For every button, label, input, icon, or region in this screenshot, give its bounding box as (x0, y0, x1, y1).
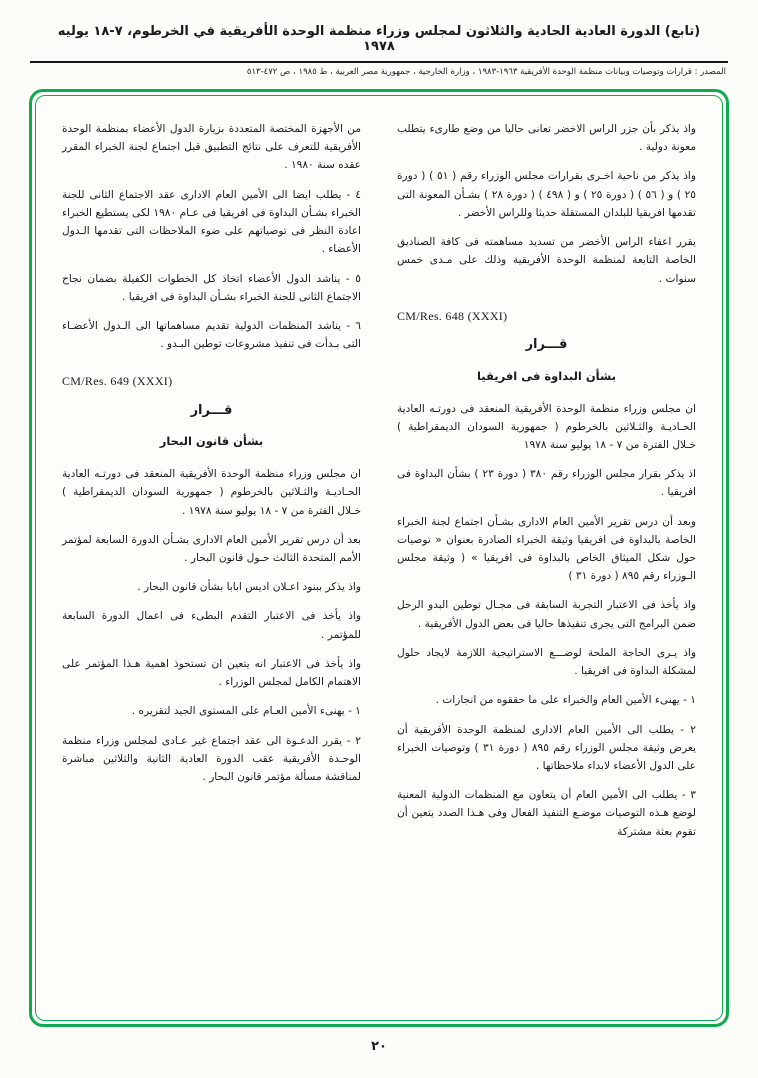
paragraph: واذ يذكر ببنود اعـلان اديس ابابا بشأن قانون البحار . (137, 581, 361, 594)
green-frame (29, 89, 729, 1027)
source-line: المصدر : قرارات وتوصيات وبيانات منظمة الوحدة الأفريقية ١٩٦٣-١٩٨٣ ، وزارة الخارجية ، جمهورية مصر العربية ، ط ١٩٨٥ ، ص ٤٧٢-٥١٣ (246, 67, 726, 77)
header-divider (30, 61, 728, 63)
content-columns (62, 120, 696, 1006)
paragraph: يقرر اعفاء الراس الأخضر من تسديد مساهمته فى كافة الصناديق الخاصة التابعة لمنظمة الوحدة الأفريقية وذلك على مـدى خمس سنوات . (397, 236, 696, 285)
paragraph: ان مجلس وزراء منظمة الوحدة الأفريقية المنعقد فى دورتـه العادية الحـاديـة والثـلاثين بالخرطوم ( جمهورية السودان الديمقراطية ) خـلال الفترة من ٧ - ١٨ يوليو سنة ١٩٧٨ . (62, 468, 361, 517)
paragraph: ٤ - يطلب ايضا الى الأمين العام الادارى عقد الاجتماع الثانى للجنة الخبراء بشـأن البداوة فى افريقيا فى عـام ١٩٨٠ لكى يستطيع الخبراء اعادة النظر فى توصياتهم على ضوء الملاحظات التى تقدمها الـدول الأعضاء . (62, 188, 361, 256)
paragraph: ٥ - يناشد الدول الأعضاء اتخاذ كل الخطوات الكفيلة بضمان نجاح الاجتماع الثانى للجنة الخبراء بشـأن البداوة فى افريقيا . (62, 272, 361, 303)
resolution-ref: CM/Res. 648 (XXXI) (397, 308, 508, 323)
paragraph: ١ - يهنىء الأمين العـام على المستوى الجيد لتقريره . (131, 705, 361, 718)
paragraph: واذ يذكر من ناحية اخـرى بقرارات مجلس الوزراء رقم ( ٥١ ) ( دورة ٢٥ ) و ( ٥٦ ) ( دورة ٢٥ ) و ( ٤٩٨ ) ( دورة ٢٨ ) بشـأن المعونة التى تقدمها افريقيا للبلدان المستقلة حديثا وللراس الأخضر . (397, 170, 696, 219)
resolution-ref: CM/Res. 649 (XXXI) (62, 374, 173, 389)
paragraph: ٣ - يطلب الى الأمين العام أن يتعاون مع المنظمات الدولية المعنية لوضع هـذه التوصيات موضـع التنفيذ الفعال وفى هـذا الصدد يتعين أن تقوم بعثة مشتركة (397, 789, 696, 838)
decree-subject: بشأن البداوة فى افريقيا (476, 368, 617, 383)
paragraph: ان مجلس وزراء منظمة الوحدة الأفريقية المنعقد فى دورتـه العادية الحـاديـة والثـلاثين بالخرطوم ( جمهورية السودان الديمقراطية ) خـلال الفترة من ٧ - ١٨ يوليو سنة ١٩٧٨ (397, 402, 696, 451)
decree-heading: قـــرار (190, 403, 233, 419)
paragraph: ٢ - يطلب الى الأمين العام الادارى لمنظمة الوحدة الأفريقية أن يعرض وثيقة مجلس الوزراء رقم ٨٩٥ ( دورة ٣١ ) وتوصيات الخبراء على الدول الأعضاء لابداء ملاحظاتها . (397, 723, 696, 772)
paragraph: من الأجهزة المختصة المتعددة بزيارة الدول الأعضاء بمنظمة الوحدة الأفريقية للتعرف على نتائج التطبيق قبل اجتماع لجنة الخبراء المقرر عقده سنة ١٩٨٠ . (62, 123, 361, 172)
paragraph: ٢ - يقرر الدعـوة الى عقد اجتماع غير عـادى لمجلس وزراء منظمة الوحـدة الأفريقية عقب الدورة العادية الثانية والثلاثين مباشرة لمناقشة مسألة مؤتمر قانون البحار . (62, 734, 361, 783)
paragraph: واذ يأخذ فى الاعتبار التجربة السابقة فى مجـال توطين البدو الرحل ضمن البرامج التى يجرى تنفيذها حاليا فى بعض الدول الأفريقية . (397, 599, 696, 630)
column-right (397, 120, 696, 1006)
paragraph: وبعد أن درس تقرير الأمين العام الادارى بشـأن اجتماع لجنة الخبراء الخاصة بالبداوة فى افريقيا وثيقة الخبراء الصادرة بعنوان « توصيات حول شكل الميثاق الخاص بالبداوة فى افريقيا » ( وثيقة مجلس الـوزراء رقم ٨٩٥ ( دورة ٣١ ) (397, 515, 696, 583)
paragraph: بعد أن درس تقرير الأمين العام الادارى بشـأن الدورة السابعة لمؤتمر الأمم المتحدة الثالث حـول قانون البحار . (62, 533, 361, 565)
paragraph: ١ - يهنىء الأمين العام والخبراء على ما حققوه من انجازات . (435, 694, 696, 707)
paragraph: ٦ - يناشد المنظمات الدولية تقديم مساهماتها الى الـدول الأعضـاء التى بـدأت فى تنفيذ مشروعات توطين البـدو . (62, 319, 361, 351)
page-header (0, 0, 758, 77)
paragraph: واذ يأخذ فى الاعتبار انه يتعين ان تستحوذ اهمية هـذا المؤتمر على الاهتمام الكامل لمجلس الوزراء . (62, 657, 361, 689)
column-left (62, 120, 361, 1006)
paragraph: واذ يأخذ فى الاعتبار التقدم البطىء فى اعمال الدورة السابعة للمؤتمر . (62, 610, 361, 641)
page-number: ٢٠ (371, 1039, 387, 1054)
paragraph: واذ يذكر بأن جزر الراس الاخضر تعانى حاليا من وضع طارىء يتطلب معونة دولية . (397, 123, 696, 154)
decree-subject: بشأن قانون البحار (159, 434, 264, 449)
decree-heading: قـــرار (525, 337, 568, 353)
paragraph: اذ يذكر بقرار مجلس الوزراء رقم ٣٨٠ ( دورة ٢٣ ) بشأن البداوة فى افريقيا . (397, 468, 696, 499)
page-title: (تابع) الدورة العادية الحادية والثلاثون لمجلس وزراء منظمة الوحدة الأفريقية في الخرطوم، ٧-١٨ يوليه ١٩٧٨ (57, 24, 701, 54)
paragraph: واذ يـرى الحاجة الملحة لوضـــع الاستراتيجية اللازمة لايجاد حلول لمشكلة البداوة فى افريقيا . (397, 646, 696, 678)
page-footer (0, 1039, 758, 1054)
green-frame-inner (35, 95, 723, 1021)
